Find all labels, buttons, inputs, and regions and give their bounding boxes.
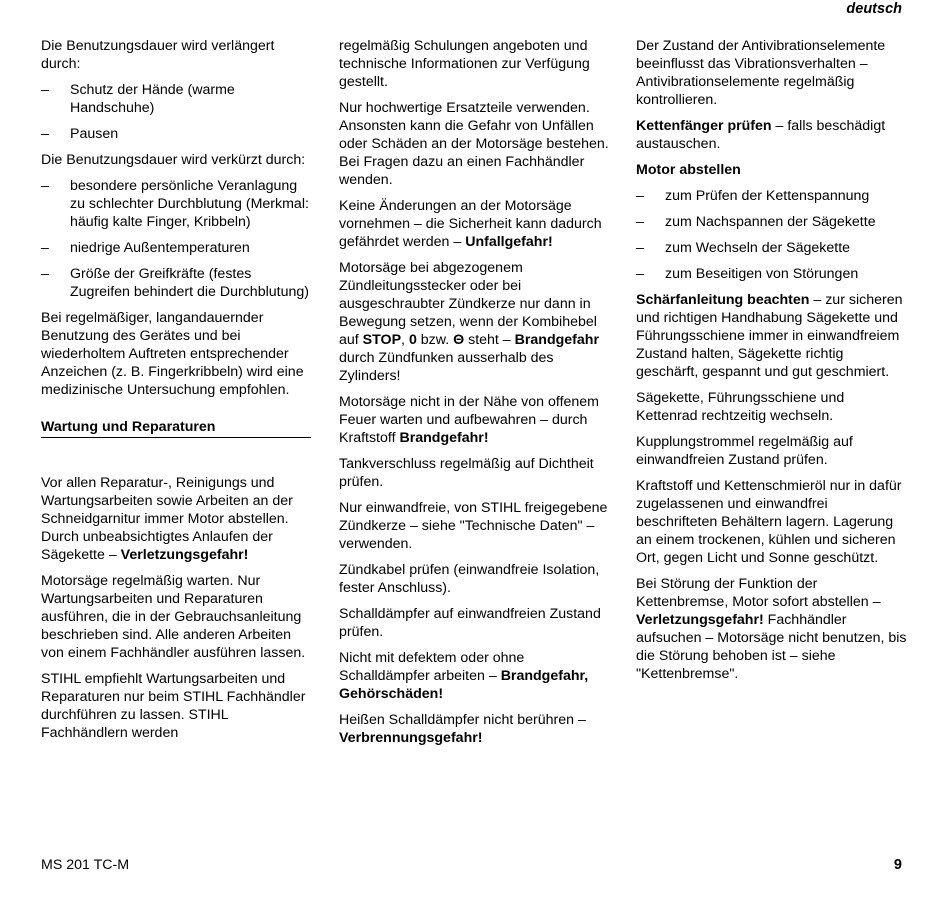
warning-text: Verletzungsgefahr!	[636, 612, 764, 628]
column-right	[636, 37, 908, 691]
list-dash: –	[636, 188, 644, 204]
list-dash: –	[636, 240, 644, 256]
paragraph: Kupplungstrommel regelmäßig auf einwandfreien Zustand prüfen.	[636, 434, 853, 468]
list-dash: –	[41, 266, 49, 282]
paragraph: Tankverschluss regelmäßig auf Dichtheit prüfen.	[339, 456, 594, 490]
text-run: Nicht mit defektem oder ohne Schalldämpfer arbeiten –	[339, 650, 525, 684]
list-item	[41, 239, 311, 257]
list-dash: –	[41, 178, 49, 194]
list-item-text: Pausen	[70, 126, 119, 142]
list-item-text: zum Nachspannen der Sägekette	[665, 214, 876, 230]
emphasis-text: Schärfanleitung beachten	[636, 292, 810, 308]
list-item	[41, 81, 311, 117]
text-run: Heißen Schalldämpfer nicht berühren –	[339, 712, 586, 728]
paragraph	[41, 474, 311, 564]
list-dash: –	[636, 266, 644, 282]
list-item	[41, 125, 311, 143]
text-run: steht –	[464, 332, 515, 348]
list-item	[41, 265, 311, 301]
paragraph: Nur hochwertige Ersatzteile verwenden. Ansonsten kann die Gefahr von Unfällen oder Schäden an der Motorsäge bestehen. Bei Fragen dazu an einen Fachhändler wenden.	[339, 100, 609, 188]
page-number: 9	[893, 857, 902, 873]
zero-label: 0	[408, 332, 417, 348]
text-run: Fachhändler aufsuchen – Motorsäge nicht benutzen, bis die Störung behoben ist – siehe "Kettenbremse".	[636, 612, 907, 682]
column-left	[41, 37, 311, 750]
list-item-text: zum Prüfen der Kettenspannung	[665, 188, 870, 204]
list-item-text: zum Wechseln der Sägekette	[665, 240, 851, 256]
emphasis-text: Kettenfänger prüfen	[636, 118, 772, 134]
paragraph: Schalldämpfer auf einwandfreien Zustand prüfen.	[339, 606, 601, 640]
list-dash: –	[41, 240, 49, 256]
warning-text: Verletzungsgefahr!	[120, 547, 249, 563]
paragraph	[636, 575, 908, 683]
list-item	[636, 265, 908, 283]
paragraph	[636, 117, 908, 153]
list-item	[636, 213, 908, 231]
paragraph: Sägekette, Führungsschiene und Kettenrad rechtzeitig wechseln.	[636, 390, 845, 424]
warning-text: Verbrennungsgefahr!	[339, 730, 483, 746]
subheading: Motor abstellen	[636, 162, 741, 178]
column-middle	[339, 37, 609, 755]
list-item	[636, 239, 908, 257]
list-item	[636, 187, 908, 205]
warning-text: Brandgefahr, Gehörschäden!	[339, 668, 589, 702]
paragraph	[339, 259, 609, 385]
warning-text: Brandgefahr	[514, 332, 599, 348]
warning-text: Brandgefahr!	[399, 430, 489, 446]
language-label: deutsch	[846, 1, 902, 17]
text-run: Motorsäge bei abgezogenem Zündleitungsstecker oder bei ausgeschraubter Zündkerze nur dann in Bewegung setzen, wenn der Kombihebel auf	[339, 260, 597, 348]
list-dash: –	[41, 82, 49, 98]
paragraph: Die Benutzungsdauer wird verlängert durch:	[41, 38, 275, 72]
text-run: bzw.	[416, 332, 454, 348]
list-item-text: zum Beseitigen von Störungen	[665, 266, 859, 282]
paragraph	[339, 649, 609, 703]
paragraph	[339, 711, 609, 747]
list-item-text: niedrige Außentemperaturen	[70, 240, 250, 256]
paragraph	[636, 291, 908, 381]
stop-label: STOP	[362, 332, 402, 348]
warning-text: Unfallgefahr!	[465, 234, 553, 250]
text-run: Bei Störung der Funktion der Kettenbremse, Motor sofort abstellen –	[636, 576, 881, 610]
text-run: durch Zündfunken ausserhalb des Zylinders!	[339, 350, 554, 384]
list-item-text: besondere persönliche Veranlagung zu schlechter Durchblutung (Merkmal: häufig kalte Finger, Kribbeln)	[70, 178, 309, 230]
text-run: – falls beschädigt austauschen.	[636, 118, 886, 152]
list-dash: –	[636, 214, 644, 230]
text-run: Motorsäge nicht in der Nähe von offenem Feuer warten und aufbewahren – durch Kraftstoff	[339, 394, 599, 446]
paragraph: STIHL empfiehlt Wartungsarbeiten und Reparaturen nur beim STIHL Fachhändler durchführen zu lassen. STIHL Fachhändlern werden	[41, 671, 306, 741]
paragraph: regelmäßig Schulungen angeboten und technische Informationen zur Verfügung gestellt.	[339, 38, 590, 90]
paragraph: Bei regelmäßiger, langandauernder Benutzung des Gerätes und bei wiederholtem Auftreten entsprechender Anzeichen (z. B. Fingerkribbeln) wird eine medizinische Untersuchung empfohlen.	[41, 310, 304, 398]
paragraph	[339, 393, 609, 447]
list-item-text: Schutz der Hände (warme Handschuhe)	[70, 82, 235, 116]
text-run: Keine Änderungen an der Motorsäge vornehmen – die Sicherheit kann dadurch gefährdet werden –	[339, 198, 602, 250]
text-run: ,	[401, 332, 409, 348]
paragraph: Kraftstoff und Kettenschmieröl nur in dafür zugelassenen und einwandfrei beschrifteten Behältern lagern. Lagerung an einem trockenen, kühlen und sicheren Ort, gegen Licht und Sonne geschützt.	[636, 478, 902, 566]
paragraph: Der Zustand der Antivibrationselemente beeinflusst das Vibrationsverhalten – Antivibrationselemente regelmäßig kontrollieren.	[636, 38, 886, 108]
list-dash: –	[41, 126, 49, 142]
paragraph: Motorsäge regelmäßig warten. Nur Wartungsarbeiten und Reparaturen ausführen, die in der Gebrauchsanleitung beschrieben sind. Alle anderen Arbeiten von einem Fachhändler ausführen lassen.	[41, 573, 306, 661]
text-run: – zur sicheren und richtigen Handhabung Sägekette und Führungsschiene immer in einwandfreiem Zustand halten, Sägekette richtig geschärft, gespannt und gut geschmiert.	[636, 292, 903, 380]
text-run: Vor allen Reparatur-, Reinigungs und Wartungsarbeiten sowie Arbeiten an der Schneidgarnitur immer Motor abstellen. Durch unbeabsichtigtes Anlaufen der Sägekette –	[41, 475, 293, 563]
off-symbol-icon: Θ	[453, 332, 465, 348]
footer-model: MS 201 TC-M	[41, 857, 130, 873]
list-item	[41, 177, 311, 231]
paragraph: Die Benutzungsdauer wird verkürzt durch:	[41, 152, 306, 168]
section-heading: Wartung und Reparaturen	[41, 418, 311, 438]
list-item-text: Größe der Greifkräfte (festes Zugreifen behindert die Durchblutung)	[70, 266, 309, 300]
paragraph: Nur einwandfreie, von STIHL freigegebene Zündkerze – siehe "Technische Daten" – verwenden.	[339, 500, 608, 552]
paragraph	[339, 197, 609, 251]
paragraph: Zündkabel prüfen (einwandfreie Isolation, fester Anschluss).	[339, 562, 600, 596]
